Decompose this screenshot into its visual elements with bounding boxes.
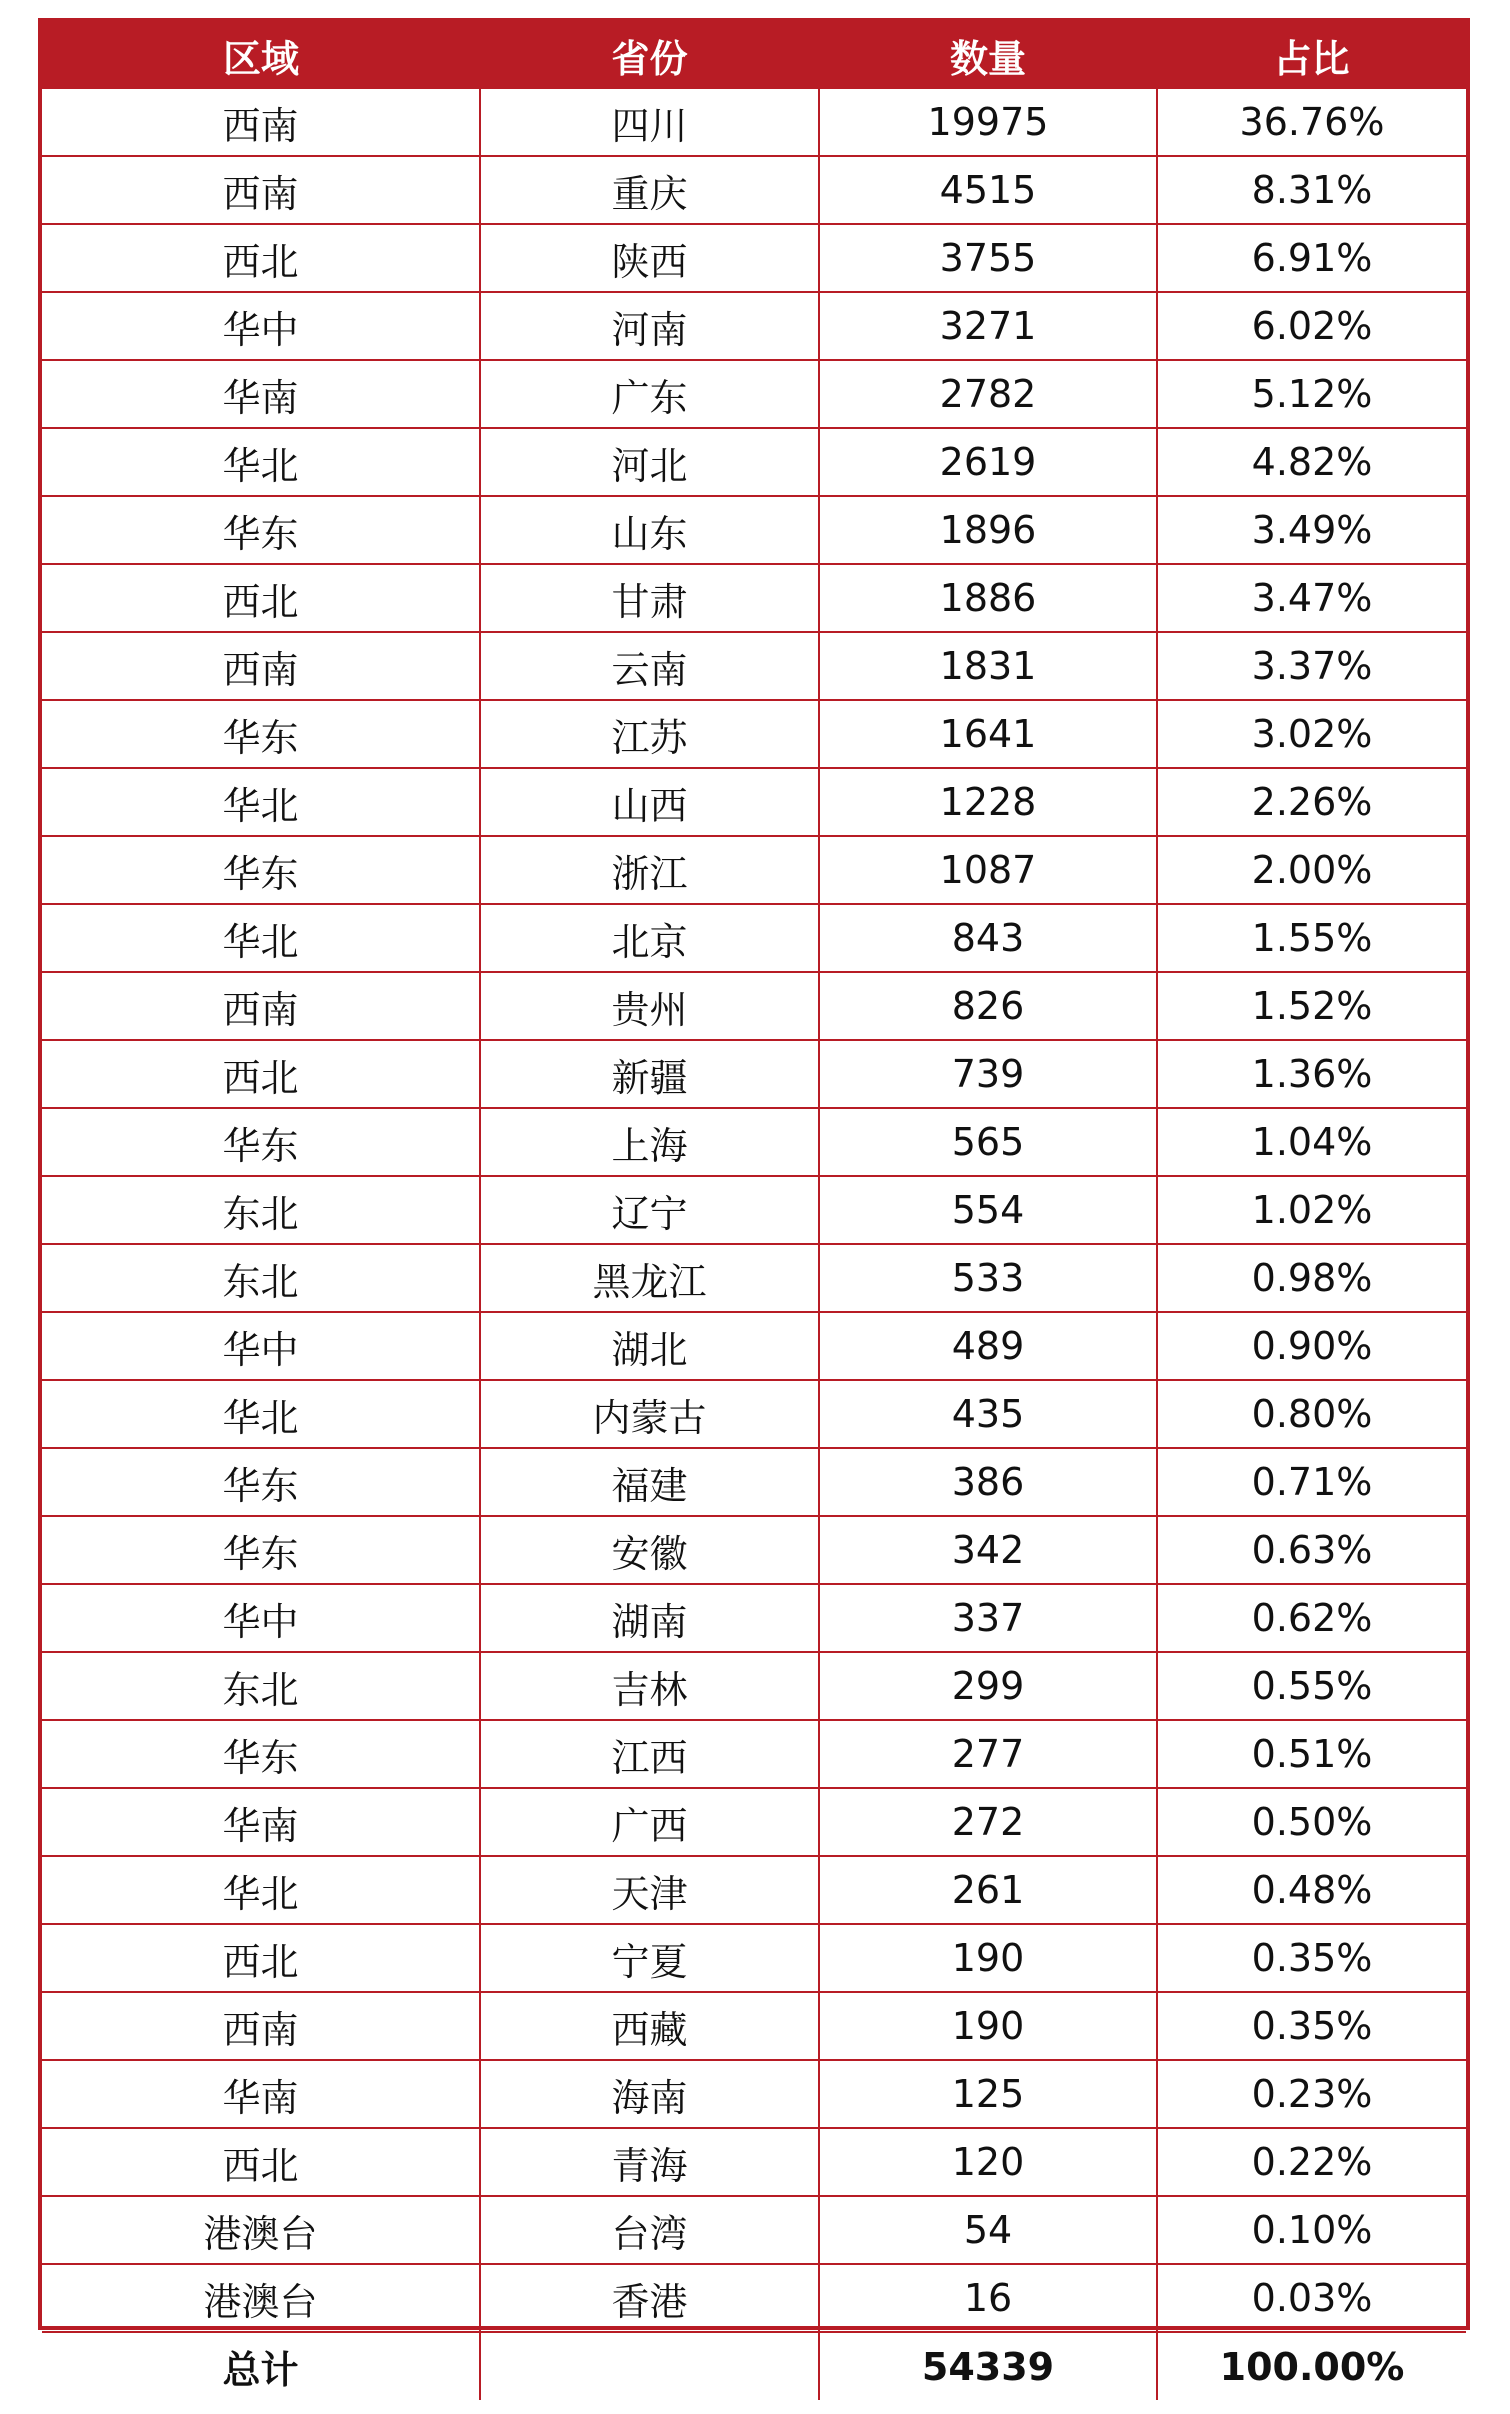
cell-province: 湖北	[480, 1312, 819, 1380]
cell-share: 2.26%	[1157, 768, 1466, 836]
cell-share: 0.48%	[1157, 1856, 1466, 1924]
cell-count: 386	[819, 1448, 1157, 1516]
cell-share: 0.35%	[1157, 1924, 1466, 1992]
cell-count: 120	[819, 2128, 1157, 2196]
cell-province: 宁夏	[480, 1924, 819, 1992]
cell-region: 华北	[42, 1856, 480, 1924]
cell-share: 0.63%	[1157, 1516, 1466, 1584]
cell-share: 0.22%	[1157, 2128, 1466, 2196]
cell-province: 新疆	[480, 1040, 819, 1108]
cell-region: 华中	[42, 1312, 480, 1380]
header-region: 区域	[42, 22, 480, 89]
cell-share: 8.31%	[1157, 156, 1466, 224]
total-count: 54339	[819, 2332, 1157, 2400]
cell-share: 0.62%	[1157, 1584, 1466, 1652]
cell-share: 0.23%	[1157, 2060, 1466, 2128]
cell-province: 内蒙古	[480, 1380, 819, 1448]
cell-province: 北京	[480, 904, 819, 972]
cell-province: 甘肃	[480, 564, 819, 632]
cell-share: 6.02%	[1157, 292, 1466, 360]
cell-region: 东北	[42, 1176, 480, 1244]
cell-province: 西藏	[480, 1992, 819, 2060]
table-body	[42, 89, 1466, 2400]
cell-region: 华中	[42, 1584, 480, 1652]
total-share: 100.00%	[1219, 2344, 1405, 2389]
cell-province: 浙江	[480, 836, 819, 904]
cell-province: 重庆	[480, 156, 819, 224]
cell-count: 190	[819, 1992, 1157, 2060]
cell-share: 3.49%	[1157, 496, 1466, 564]
cell-share: 1.55%	[1157, 904, 1466, 972]
cell-region: 西北	[42, 1040, 480, 1108]
cell-region: 华东	[42, 700, 480, 768]
table-row	[42, 1516, 1466, 1584]
cell-region: 港澳台	[42, 2264, 480, 2332]
cell-share: 3.37%	[1157, 632, 1466, 700]
table-row	[42, 564, 1466, 632]
cell-share: 1.04%	[1157, 1108, 1466, 1176]
cell-region: 西南	[42, 632, 480, 700]
cell-count: 4515	[819, 156, 1157, 224]
cell-region: 华南	[42, 1788, 480, 1856]
table-row	[42, 292, 1466, 360]
cell-region: 华东	[42, 1516, 480, 1584]
cell-region: 华北	[42, 1380, 480, 1448]
cell-count: 337	[819, 1584, 1157, 1652]
cell-province: 台湾	[480, 2196, 819, 2264]
cell-share: 1.02%	[1157, 1176, 1466, 1244]
cell-region: 港澳台	[42, 2196, 480, 2264]
cell-share: 1.36%	[1157, 1040, 1466, 1108]
cell-region: 华中	[42, 292, 480, 360]
cell-count: 3271	[819, 292, 1157, 360]
cell-count: 3755	[819, 224, 1157, 292]
region-province-table	[42, 22, 1466, 2400]
cell-share: 0.55%	[1157, 1652, 1466, 1720]
table-row	[42, 904, 1466, 972]
header-count: 数量	[819, 22, 1157, 89]
cell-region: 西北	[42, 1924, 480, 1992]
table-row	[42, 89, 1466, 156]
cell-region: 东北	[42, 1244, 480, 1312]
cell-province: 辽宁	[480, 1176, 819, 1244]
cell-province: 海南	[480, 2060, 819, 2128]
cell-count: 1831	[819, 632, 1157, 700]
table-row	[42, 1312, 1466, 1380]
cell-share: 0.51%	[1157, 1720, 1466, 1788]
cell-province: 黑龙江	[480, 1244, 819, 1312]
cell-province: 香港	[480, 2264, 819, 2332]
total-row	[42, 2332, 1466, 2400]
cell-count: 125	[819, 2060, 1157, 2128]
cell-count: 826	[819, 972, 1157, 1040]
cell-count: 277	[819, 1720, 1157, 1788]
cell-count: 1641	[819, 700, 1157, 768]
table-row	[42, 1788, 1466, 1856]
cell-region: 东北	[42, 1652, 480, 1720]
cell-region: 华北	[42, 428, 480, 496]
cell-count: 19975	[819, 89, 1157, 156]
cell-share: 5.12%	[1157, 360, 1466, 428]
cell-count: 342	[819, 1516, 1157, 1584]
table-row	[42, 1584, 1466, 1652]
cell-share: 0.71%	[1157, 1448, 1466, 1516]
cell-count: 1087	[819, 836, 1157, 904]
cell-province: 山东	[480, 496, 819, 564]
cell-region: 西北	[42, 564, 480, 632]
cell-province: 陕西	[480, 224, 819, 292]
table-row	[42, 1720, 1466, 1788]
table-row	[42, 1108, 1466, 1176]
cell-share: 4.82%	[1157, 428, 1466, 496]
cell-region: 华东	[42, 836, 480, 904]
cell-region: 华东	[42, 1720, 480, 1788]
cell-province: 青海	[480, 2128, 819, 2196]
cell-share: 0.35%	[1157, 1992, 1466, 2060]
cell-region: 西南	[42, 972, 480, 1040]
table-row	[42, 2196, 1466, 2264]
header-province: 省份	[480, 22, 819, 89]
cell-share: 3.47%	[1157, 564, 1466, 632]
cell-province: 山西	[480, 768, 819, 836]
cell-share: 6.91%	[1157, 224, 1466, 292]
table-row	[42, 1924, 1466, 1992]
cell-count: 1896	[819, 496, 1157, 564]
header-row	[42, 22, 1466, 89]
table-row	[42, 2264, 1466, 2332]
cell-share: 3.02%	[1157, 700, 1466, 768]
cell-province: 上海	[480, 1108, 819, 1176]
table-row	[42, 496, 1466, 564]
table-row	[42, 1176, 1466, 1244]
cell-count: 272	[819, 1788, 1157, 1856]
cell-province: 江西	[480, 1720, 819, 1788]
cell-share: 1.52%	[1157, 972, 1466, 1040]
cell-count: 554	[819, 1176, 1157, 1244]
cell-count: 533	[819, 1244, 1157, 1312]
table-row	[42, 768, 1466, 836]
table-row	[42, 428, 1466, 496]
cell-province: 天津	[480, 1856, 819, 1924]
table-row	[42, 836, 1466, 904]
cell-count: 2619	[819, 428, 1157, 496]
table-row	[42, 700, 1466, 768]
cell-share: 0.03%	[1157, 2264, 1466, 2332]
cell-province: 吉林	[480, 1652, 819, 1720]
table-row	[42, 1448, 1466, 1516]
cell-region: 华东	[42, 1108, 480, 1176]
header-share: 占比	[1157, 22, 1466, 89]
cell-province: 福建	[480, 1448, 819, 1516]
cell-count: 565	[819, 1108, 1157, 1176]
table-row	[42, 224, 1466, 292]
cell-province: 江苏	[480, 700, 819, 768]
cell-share: 0.90%	[1157, 1312, 1466, 1380]
cell-count: 435	[819, 1380, 1157, 1448]
data-table-frame	[38, 18, 1470, 2392]
cell-province: 贵州	[480, 972, 819, 1040]
cell-share: 36.76%	[1157, 89, 1466, 156]
table-row	[42, 156, 1466, 224]
table-row	[42, 1652, 1466, 1720]
cell-province: 云南	[480, 632, 819, 700]
cell-region: 西南	[42, 1992, 480, 2060]
cell-province: 河南	[480, 292, 819, 360]
table-row	[42, 1244, 1466, 1312]
cell-count: 2782	[819, 360, 1157, 428]
table-header	[42, 22, 1466, 89]
total-label: 总计	[42, 2332, 480, 2400]
cell-region: 华东	[42, 496, 480, 564]
table-row	[42, 2060, 1466, 2128]
table-row	[42, 632, 1466, 700]
cell-share: 2.00%	[1157, 836, 1466, 904]
cell-region: 西北	[42, 2128, 480, 2196]
table-row	[42, 1992, 1466, 2060]
table-row	[42, 972, 1466, 1040]
cell-province: 四川	[480, 89, 819, 156]
total-province	[480, 2332, 819, 2400]
cell-count: 843	[819, 904, 1157, 972]
cell-province: 安徽	[480, 1516, 819, 1584]
cell-count: 739	[819, 1040, 1157, 1108]
cell-count: 190	[819, 1924, 1157, 1992]
cell-share: 0.80%	[1157, 1380, 1466, 1448]
table-row	[42, 1040, 1466, 1108]
cell-count: 1886	[819, 564, 1157, 632]
cell-region: 华南	[42, 2060, 480, 2128]
cell-count: 261	[819, 1856, 1157, 1924]
cell-count: 1228	[819, 768, 1157, 836]
table-row	[42, 1856, 1466, 1924]
cell-region: 华北	[42, 768, 480, 836]
cell-count: 54	[819, 2196, 1157, 2264]
cell-region: 华南	[42, 360, 480, 428]
cell-region: 西南	[42, 89, 480, 156]
table-row	[42, 360, 1466, 428]
cell-count: 16	[819, 2264, 1157, 2332]
cell-share: 0.98%	[1157, 1244, 1466, 1312]
table-row	[42, 1380, 1466, 1448]
cell-region: 华东	[42, 1448, 480, 1516]
cell-share: 0.10%	[1157, 2196, 1466, 2264]
cell-share: 0.50%	[1157, 1788, 1466, 1856]
cell-count: 489	[819, 1312, 1157, 1380]
cell-province: 广东	[480, 360, 819, 428]
cell-region: 华北	[42, 904, 480, 972]
cell-province: 河北	[480, 428, 819, 496]
cell-province: 湖南	[480, 1584, 819, 1652]
cell-region: 西北	[42, 224, 480, 292]
cell-province: 广西	[480, 1788, 819, 1856]
table-row	[42, 2128, 1466, 2196]
cell-region: 西南	[42, 156, 480, 224]
cell-count: 299	[819, 1652, 1157, 1720]
